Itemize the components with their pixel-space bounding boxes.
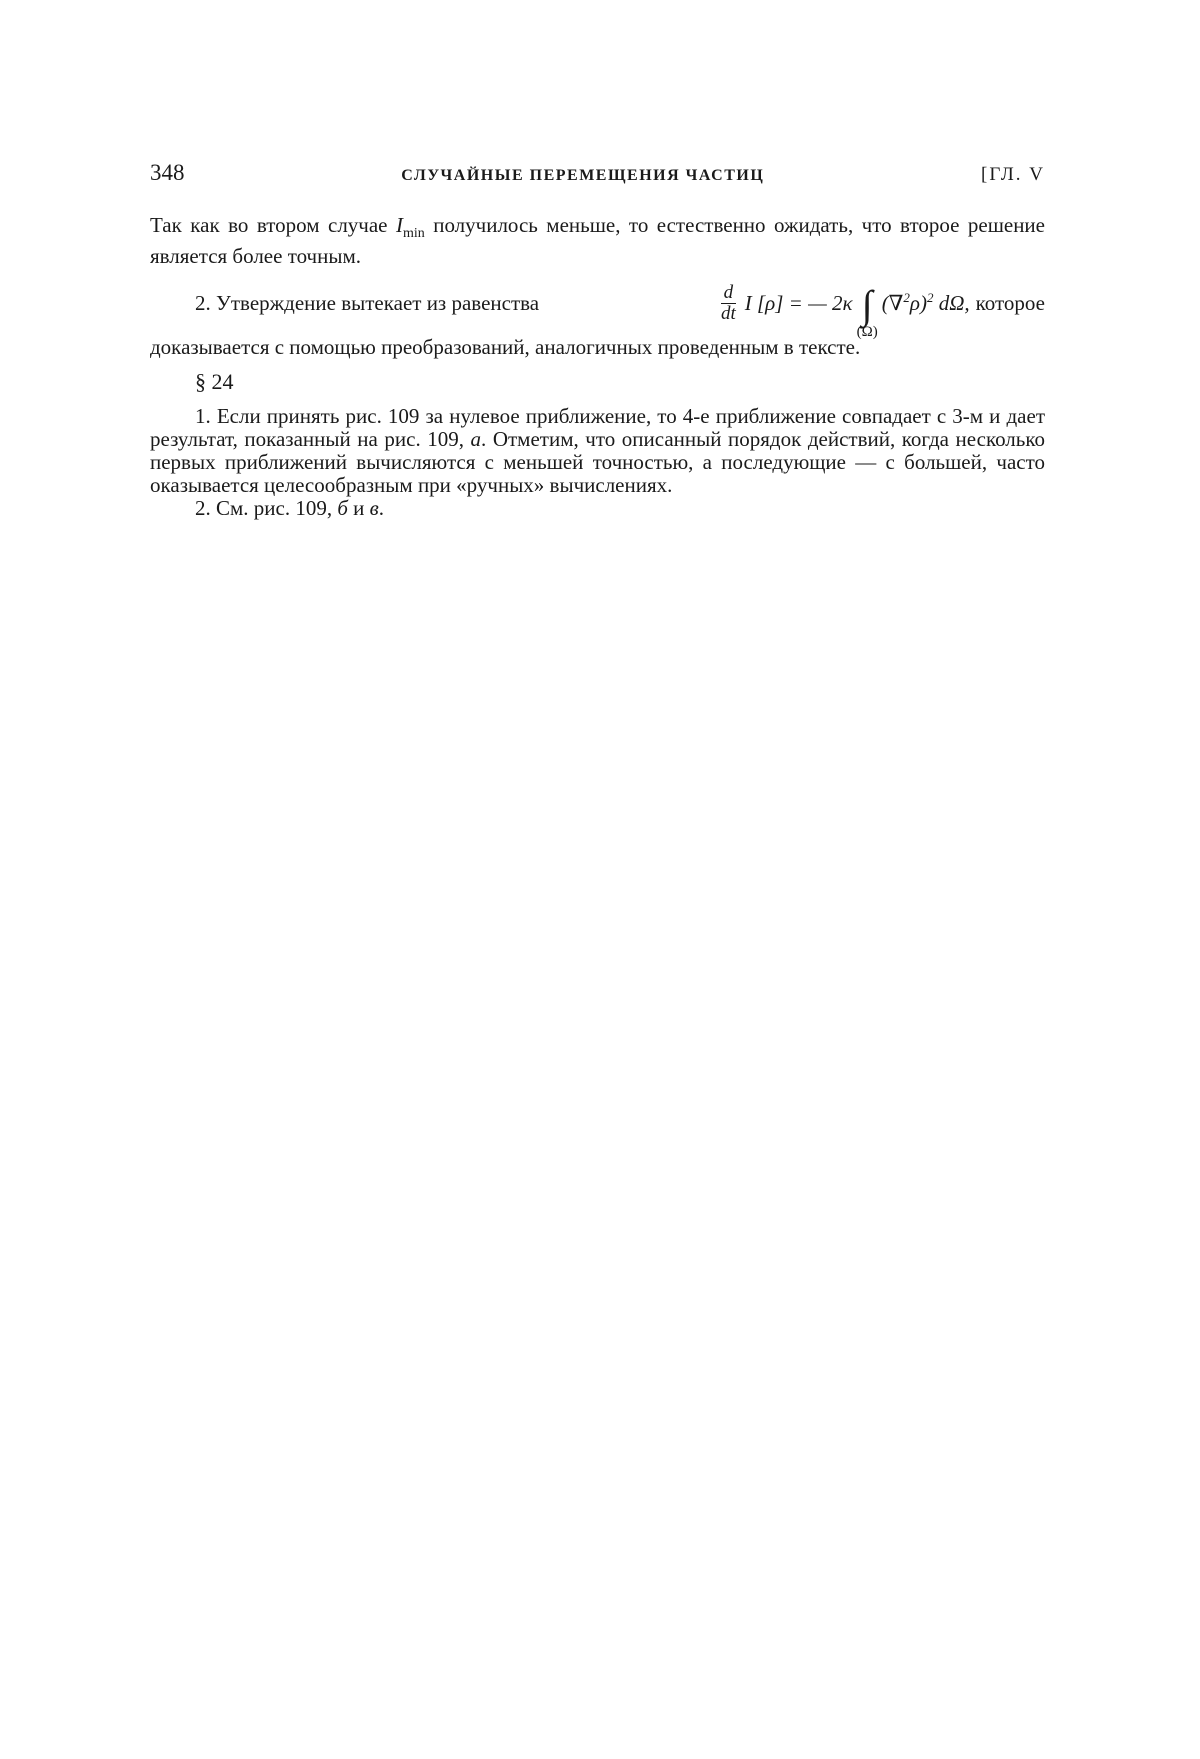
integrand-part: dΩ, (933, 291, 970, 316)
variable-i: I (395, 213, 403, 237)
chapter-label: [ГЛ. V (981, 164, 1045, 185)
statement-continuation: доказывается с помощью преобразований, аналогичных проведенным в тексте. (150, 335, 861, 360)
paragraph-text: 2. См. рис. 109, (195, 496, 338, 521)
paragraph-imin (150, 214, 1045, 268)
running-head (150, 160, 1045, 186)
derivative-fraction (718, 283, 739, 324)
integral-sign: ∫ (861, 282, 873, 328)
book-page (150, 160, 1045, 520)
paragraph-text: . (378, 496, 385, 521)
equation (712, 276, 970, 341)
integrand-part: (∇ (881, 291, 904, 316)
integrand-exponent: 2 (926, 290, 934, 306)
equation-lhs: I [ρ] = — 2κ (744, 290, 853, 315)
paragraph-text: . Отметим, что описанный порядок действий, когда несколько первых приближений вычисляются с меньшей точностью, а последующие — с большей, часто оказывается целесообразным при «ручных» вычислениях. (150, 427, 1045, 498)
statement-after: которое (975, 290, 1045, 315)
paragraph-text: 1. Если принять рис. 109 за нулевое приближение, то 4-е приближение совпадает с 3-м и дает результат, показанный на рис. 109, (150, 404, 1045, 452)
section-heading: § 24 (195, 369, 234, 395)
fraction-denominator: dt (720, 302, 736, 324)
figure-ref: а (470, 427, 482, 452)
integral-domain: (Ω) (856, 324, 878, 341)
figure-ref: в (369, 496, 379, 521)
fraction-numerator: d (721, 283, 737, 304)
integrand (882, 290, 970, 316)
integrand-part: ρ) (909, 291, 927, 316)
paragraph-text: Так как во втором случае (150, 213, 396, 237)
page-number: 348 (150, 160, 185, 185)
section-paragraph-2 (150, 497, 1045, 520)
integrand-exponent: 2 (903, 290, 910, 306)
running-title: СЛУЧАЙНЫЕ ПЕРЕМЕЩЕНИЯ ЧАСТИЦ (401, 167, 765, 184)
statement-lead: 2. Утверждение вытекает из равенства (195, 290, 540, 315)
statement-line (150, 276, 1045, 341)
section-paragraph-1 (150, 405, 1045, 497)
paragraph-text: и (347, 496, 370, 521)
integral (856, 282, 878, 341)
figure-ref: б (337, 496, 348, 521)
paragraph-text: получилось меньше, то естественно ожидать, что второе решение является более точным. (150, 213, 1045, 269)
subscript-min: min (402, 226, 425, 242)
